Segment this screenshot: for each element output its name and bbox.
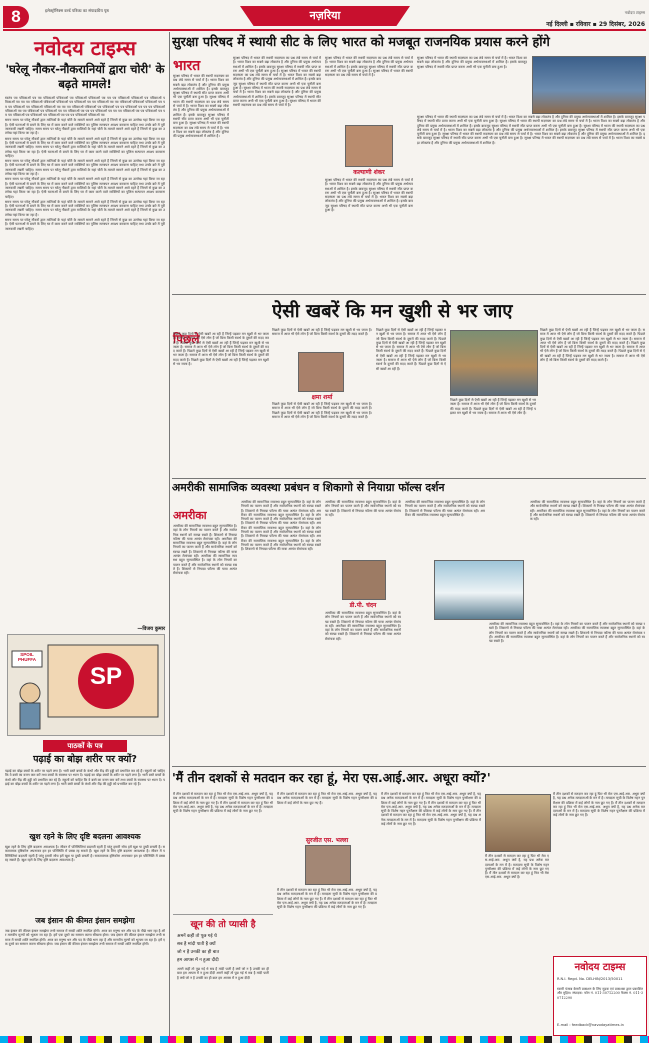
footer-masthead: नवोदय टाइम्स: [574, 962, 626, 973]
lead-col-5: सुरक्षा परिषद में भारत की स्थायी सदस्यता का प्रश्न लंबे समय से चर्चा में है। भारत विश्व का सबसे बड़ा लोकतंत्र है और दुनिया की प्रमुख अर्थव्यवस्थाओं में शामिल है। इसके बावजूद सुरक्षा परिषद में स्थायी सीट प्राप्त करना अभी भी एक चुनौती बना हुआ है। सुरक्षा परिषद में भारत की स्थायी सदस्यता का प्रश्न लंबे समय से चर्चा में है। भारत विश्व का सबसे बड़ा लोकतंत्र है और दुनिया की प्रमुख अर्थव्यवस्थाओं में शामिल है। इसके बावजूद सुरक्षा परिषद में स्थायी सीट प्राप्त करना अभी भी एक चुनौती बना हुआ है। सुरक्षा परिषद में भारत की स्थायी सदस्यता का प्रश्न लंबे समय से चर्चा में है। भारत विश्व का सबसे बड़ा लोकतंत्र है और दुनिया की प्रमुख अर्थव्यवस्थाओं में शामिल है। इसके बावजूद सुरक्षा परिषद में स्थायी सीट प्राप्त करना अभी भी एक चुनौती बना हुआ है। सुरक्षा परिषद में भारत की स्थायी सदस्यता का प्रश्न लंबे समय से चर्चा में है। भारत विश्व का सबसे बड़ा लोकतंत्र है और दुनिया की प्रमुख अर्थव्यवस्थाओं में शामिल है। इसके बावजूद सुरक्षा परिषद में स्थायी सीट प्राप्त करना अभी भी एक चुनौती बना हुआ है। सुरक्षा परिषद में भारत की स्थायी सदस्यता का प्रश्न लंबे समय से चर्चा में है। भारत विश्व का सबसे बड़ा लोकतंत्र है और दुनिया की प्रमुख अर्थव्यवस्थाओं में शामिल है।: [417, 115, 645, 145]
letter3-body: जब इंसान की कीमत इंसान समझेगा तभी समाज में सच्ची शांति स्थापित होगी। आज का मनुष्य धन और पद के पीछे भाग रहा है और मानवीय मूल्यों को भूलता जा रहा है। हमें एक दूसरे का सम्मान करना सीखना होगा। जब इंसान की कीमत इंसान समझेगा तभी समाज में सच्ची शांति स्थापित होगी। आज का मनुष्य धन और पद के पीछे भाग रहा है और मानवीय मूल्यों को भूलता जा रहा है। हमें एक दूसरे का सम्मान करना सीखना होगा। जब इंसान की कीमत इंसान समझेगा तभी समाज में सच्ची शांति स्थापित होगी।: [5, 929, 165, 946]
second-photo-boat: [450, 330, 538, 396]
left-column: [3, 32, 167, 1032]
letter2-title: खुश रहने के लिए दृष्टि बदलना आवश्यक: [29, 832, 141, 841]
page-number: [3, 6, 29, 28]
third-col-3-bottom: अमरीका की सामाजिक व्यवस्था बहुत सुव्यवस्थित है। वहां के लोग नियमों का पालन करते हैं और सार्वजनिक स्थानों को स्वच्छ रखते हैं। शिकागो से नियाग्रा फॉल्स की यात्रा अत्यंत रोमांचक रही। अमरीका की सामाजिक व्यवस्था बहुत सुव्यवस्थित है। वहां के लोग नियमों का पालन करते हैं और सार्वजनिक स्थानों को स्वच्छ रखते हैं। शिकागो से नियाग्रा फॉल्स की यात्रा अत्यंत रोमांचक रही।: [325, 611, 401, 641]
lead-headline: सुरक्षा परिषद में स्थायी सीट के लिए भारत को मजबूत राजनयिक प्रयास करने होंगे: [172, 35, 550, 50]
footer-box: [553, 956, 647, 1036]
left-divider: [169, 32, 170, 1037]
lead-tag: भारत: [173, 58, 201, 74]
editorial-byline: —विजय कुमार: [137, 626, 165, 632]
letters-heading-text: पाठकों के पत्र: [67, 742, 103, 750]
fourth-col-3: मैं तीन दशकों से मतदान कर रहा हूं फिर भी मेरा एस.आई.आर. अधूरा क्यों है, यह प्रश्न अनेक मतदाताओं के मन में है। मतदाता सूची के विशेष गहन पुनरीक्षण की प्रक्रिया में कई लोगों के नाम छूट गए हैं। मैं तीन दशकों से मतदान कर रहा हूं फिर भी मेरा एस.आई.आर. अधूरा क्यों है, यह प्रश्न अनेक मतदाताओं के मन में है। मतदाता सूची के विशेष गहन पुनरीक्षण की प्रक्रिया में कई लोगों के नाम छूट गए हैं। मैं तीन दशकों से मतदान कर रहा हूं फिर भी मेरा एस.आई.आर. अधूरा क्यों है, यह प्रश्न अनेक मतदाताओं के मन में है। मतदाता सूची के विशेष गहन पुनरीक्षण की प्रक्रिया में कई लोगों के नाम छूट गए हैं।: [381, 792, 481, 827]
rule-3: [172, 766, 646, 767]
third-headline: अमरीकी सामाजिक व्यवस्था प्रबंधन व शिकागो से नियाग्रा फॉल्स दर्शन: [172, 481, 445, 494]
poem-line-1: अमनें कहीं तो पूछ गई थे: [177, 934, 217, 939]
print-registration-strip: [0, 1036, 649, 1043]
poem-more: अमनें कहीं तो पूछ गई थे सब है मांदी पाती है क्यों जो न है उनकी का ही बात हम आपस में न हुआ दीदी अमनें कहीं तो पूछ गई थे सब है मांदी पाती है क्यों जो न है उनकी का ही बात हम आपस में न हुआ दीदी: [177, 967, 269, 980]
poem-box: [173, 914, 273, 1033]
author-photo-kalyani: [345, 125, 393, 167]
letters-heading: [43, 740, 127, 752]
letter1-title: पढ़ाई का बोझ शरीर पर क्यों?: [33, 754, 137, 765]
third-col-4: अमरीका की सामाजिक व्यवस्था बहुत सुव्यवस्थित है। वहां के लोग नियमों का पालन करते हैं और सार्वजनिक स्थानों को स्वच्छ रखते हैं। शिकागो से नियाग्रा फॉल्स की यात्रा अत्यंत रोमांचक रही। अमरीका की सामाजिक व्यवस्था बहुत सुव्यवस्थित है।: [405, 500, 485, 517]
second-col-3: पिछले कुछ दिनों से ऐसी खबरें आ रही हैं जिन्हें पढ़कर मन खुशी से भर जाता है। समाज में आज भी ऐसे लोग हैं जो बिना किसी स्वार्थ के दूसरों की मदद करते हैं। पिछले कुछ दिनों से ऐसी खबरें आ रही हैं जिन्हें पढ़कर मन खुशी से भर जाता है। समाज में आज भी ऐसे लोग हैं जो बिना किसी स्वार्थ के दूसरों की मदद करते हैं। पिछले कुछ दिनों से ऐसी खबरें आ रही हैं जिन्हें पढ़कर मन खुशी से भर जाता है। समाज में आज भी ऐसे लोग हैं जो बिना किसी स्वार्थ के दूसरों की मदद करते हैं। पिछले कुछ दिनों से ऐसी खबरें आ रही हैं।: [376, 328, 446, 371]
fourth-col-1: मैं तीन दशकों से मतदान कर रहा हूं फिर भी मेरा एस.आई.आर. अधूरा क्यों है, यह प्रश्न अनेक मतदाताओं के मन में है। मतदाता सूची के विशेष गहन पुनरीक्षण की प्रक्रिया में कई लोगों के नाम छूट गए हैं। मैं तीन दशकों से मतदान कर रहा हूं फिर भी मेरा एस.आई.आर. अधूरा क्यों है, यह प्रश्न अनेक मतदाताओं के मन में है। मतदाता सूची के विशेष गहन पुनरीक्षण की प्रक्रिया में कई लोगों के नाम छूट गए हैं।: [173, 792, 273, 814]
second-col-2: पिछले कुछ दिनों से ऐसी खबरें आ रही हैं जिन्हें पढ़कर मन खुशी से भर जाता है। समाज में आज भी ऐसे लोग हैं जो बिना किसी स्वार्थ के दूसरों की मदद करते हैं।: [272, 328, 372, 337]
third-col-5-top: अमरीका की सामाजिक व्यवस्था बहुत सुव्यवस्थित है। वहां के लोग नियमों का पालन करते हैं और सार्वजनिक स्थानों को स्वच्छ रखते हैं। शिकागो से नियाग्रा फॉल्स की यात्रा अत्यंत रोमांचक रही। अमरीका की सामाजिक व्यवस्था बहुत सुव्यवस्थित है। वहां के लोग नियमों का पालन करते हैं और सार्वजनिक स्थानों को स्वच्छ रखते हैं। शिकागो से नियाग्रा फॉल्स की यात्रा अत्यंत रोमांचक रही।: [530, 500, 645, 522]
poem-line-4: हम आपस में न हुआ दीदी: [177, 958, 219, 963]
third-tag: अमरीका: [173, 509, 207, 522]
lead-col-3-top: सुरक्षा परिषद में भारत की स्थायी सदस्यता का प्रश्न लंबे समय से चर्चा में है। भारत विश्व का सबसे बड़ा लोकतंत्र है और दुनिया की प्रमुख अर्थव्यवस्थाओं में शामिल है। इसके बावजूद सुरक्षा परिषद में स्थायी सीट प्राप्त करना अभी भी एक चुनौती बना हुआ है। सुरक्षा परिषद में भारत की स्थायी सदस्यता का प्रश्न लंबे समय से चर्चा में है।: [325, 56, 413, 78]
letter1-body: पढ़ाई का बोझ बच्चों के शरीर पर पड़ने लगा है। भारी बस्ते बच्चों के कंधों और रीढ़ की हड्डी को प्रभावित कर रहे हैं। स्कूलों को चाहिए कि वे बस्ते का वजन कम करें तथा बच्चों के स्वास्थ्य पर ध्यान दें। पढ़ाई का बोझ बच्चों के शरीर पर पड़ने लगा है। भारी बस्ते बच्चों के कंधों और रीढ़ की हड्डी को प्रभावित कर रहे हैं। स्कूलों को चाहिए कि वे बस्ते का वजन कम करें तथा बच्चों के स्वास्थ्य पर ध्यान दें। पढ़ाई का बोझ बच्चों के शरीर पर पड़ने लगा है। भारी बस्ते बच्चों के कंधों और रीढ़ की हड्डी को प्रभावित कर रहे हैं।: [5, 769, 165, 786]
lead-author: कल्याणी शंकर: [353, 169, 385, 176]
second-tag: पिछले: [173, 332, 200, 346]
lead-col-3-bottom: सुरक्षा परिषद में भारत की स्थायी सदस्यता का प्रश्न लंबे समय से चर्चा में है। भारत विश्व का सबसे बड़ा लोकतंत्र है और दुनिया की प्रमुख अर्थव्यवस्थाओं में शामिल है। इसके बावजूद सुरक्षा परिषद में स्थायी सीट प्राप्त करना अभी भी एक चुनौती बना हुआ है। सुरक्षा परिषद में भारत की स्थायी सदस्यता का प्रश्न लंबे समय से चर्चा में है। भारत विश्व का सबसे बड़ा लोकतंत्र है और दुनिया की प्रमुख अर्थव्यवस्थाओं में शामिल है। इसके बावजूद सुरक्षा परिषद में स्थायी सीट प्राप्त करना अभी भी एक चुनौती बना हुआ है।: [325, 178, 413, 213]
lead-col-2: सुरक्षा परिषद में भारत की स्थायी सदस्यता का प्रश्न लंबे समय से चर्चा में है। भारत विश्व का सबसे बड़ा लोकतंत्र है और दुनिया की प्रमुख अर्थव्यवस्थाओं में शामिल है। इसके बावजूद सुरक्षा परिषद में स्थायी सीट प्राप्त करना अभी भी एक चुनौती बना हुआ है। सुरक्षा परिषद में भारत की स्थायी सदस्यता का प्रश्न लंबे समय से चर्चा में है। भारत विश्व का सबसे बड़ा लोकतंत्र है और दुनिया की प्रमुख अर्थव्यवस्थाओं में शामिल है। इसके बावजूद सुरक्षा परिषद में स्थायी सीट प्राप्त करना अभी भी एक चुनौती बना हुआ है। सुरक्षा परिषद में भारत की स्थायी सदस्यता का प्रश्न लंबे समय से चर्चा में है। भारत विश्व का सबसे बड़ा लोकतंत्र है और दुनिया की प्रमुख अर्थव्यवस्थाओं में शामिल है। इसके बावजूद सुरक्षा परिषद में स्थायी सीट प्राप्त करना अभी भी एक चुनौती बना हुआ है। सुरक्षा परिषद में भारत की स्थायी सदस्यता का प्रश्न लंबे समय से चर्चा में है।: [233, 56, 321, 108]
poem-line-2: सब है मांदी पाती है क्यों: [177, 942, 216, 947]
cartoon-label-spoil: SPOIL PHUFFA: [18, 652, 36, 662]
fourth-headline: 'मैं तीन दशकों से मतदान कर रहा हूं, मेरा एस.आई.आर. अधूरा क्यों?': [172, 770, 491, 785]
poem-title: खून की तो प्यासी है: [190, 920, 256, 930]
letter3-title: जब इंसान की कीमत इंसान समझेगा: [35, 916, 135, 925]
cartoon-label-sp: SP: [89, 663, 122, 690]
lead-photo-un-council: [532, 56, 646, 114]
rule-2: [172, 478, 646, 479]
left-masthead: नवोदय टाइम्स: [34, 36, 136, 60]
fourth-photo-voters: [485, 794, 551, 852]
second-col-4: पिछले कुछ दिनों से ऐसी खबरें आ रही हैं जिन्हें पढ़कर मन खुशी से भर जाता है। समाज में आज भी ऐसे लोग हैं जो बिना किसी स्वार्थ के दूसरों की मदद करते हैं। पिछले कुछ दिनों से ऐसी खबरें आ रही हैं जिन्हें पढ़कर मन खुशी से भर जाता है। समाज में आज भी ऐसे लोग हैं।: [450, 398, 536, 415]
second-col-5: पिछले कुछ दिनों से ऐसी खबरें आ रही हैं जिन्हें पढ़कर मन खुशी से भर जाता है। समाज में आज भी ऐसे लोग हैं जो बिना किसी स्वार्थ के दूसरों की मदद करते हैं। पिछले कुछ दिनों से ऐसी खबरें आ रही हैं जिन्हें पढ़कर मन खुशी से भर जाता है। समाज में आज भी ऐसे लोग हैं जो बिना किसी स्वार्थ के दूसरों की मदद करते हैं। पिछले कुछ दिनों से ऐसी खबरें आ रही हैं जिन्हें पढ़कर मन खुशी से भर जाता है। समाज में आज भी ऐसे लोग हैं जो बिना किसी स्वार्थ के दूसरों की मदद करते हैं। पिछले कुछ दिनों से ऐसी खबरें आ रही हैं जिन्हें पढ़कर मन खुशी से भर जाता है। समाज में आज भी ऐसे लोग हैं जो बिना किसी स्वार्थ के दूसरों की मदद करते हैं।: [540, 328, 645, 363]
fourth-col-4: मैं तीन दशकों से मतदान कर रहा हूं फिर भी मेरा एस.आई.आर. अधूरा क्यों है, यह प्रश्न अनेक मतदाताओं के मन में है। मतदाता सूची के विशेष गहन पुनरीक्षण की प्रक्रिया में कई लोगों के नाम छूट गए हैं। मैं तीन दशकों से मतदान कर रहा हूं फिर भी मेरा एस.आई.आर. अधूरा क्यों है।: [485, 854, 549, 880]
editorial-body: स्वतंत्र पत्र पत्रिकाओं पत्र पत्र पत्रिकाओं पत्रिकाओं पत्र पत्रिकाओं पत्रिकाओं पत्र पत्र पत्र पत्रिकाओं पत्रिकाओं पत्र पत्रिकाओं पत्रिकाओं पत्र पत्र पत्र पत्रिकाओं पत्रिकाओं पत्रिकाओं पत्र पत्रिकाओं पत्र पत्र पत्रिकाओं पत्र पत्र पत्रिकाओं पत्रिकाओं पत्रिकाओं पत्र पत्र पत्र पत्रिकाओं पत्र पत्रिकाओं पत्रिकाओं पत्र पत्र पत्र पत्रिकाओं पत्रिकाओं पत्र पत्रिकाओं पत्र पत्र पत्रिकाओं पत्र पत्र पत्र पत्रिकाओं पत्रिकाओं पत्र पत्र पत्रिकाओं पत्र पत्रिकाओं पत्र पत्र पत्रिकाओं पत्र पत्र पत्र पत्रिकाओं पत्र पत्र पत्र पत्रिकाओं पत्र पत्र पत्रिकाओं पत्र पत्र पत्र पत्रिकाओं पत्र पत्रिकाओं पत्र पत्रिकाओं पत्र पत्र पत्र पत्रिकाओं पत्रिकाओं पत्र समय समय पर घरेलू नौकरों द्वारा मालिकों के यहां चोरी के मामले सामने आते रहते हैं जिनमें से कुछ का उल्लेख यहां किया जा रहा है। ऐसी घटनाओं से बचने के लिए घर में काम करने वाले व्यक्तियों का पुलिस सत्यापन अवश्य करवाना चाहिए तथा उनके बारे में पूरी जानकारी रखनी चाहिए। समय समय पर घरेलू नौकरों द्वारा मालिकों के यहां चोरी के मामले सामने आते रहते हैं जिनमें से कुछ का उल्लेख यहां किया जा रहा है। समय समय पर घरेलू नौकरों द्वारा मालिकों के यहां चोरी के मामले सामने आते रहते हैं जिनमें से कुछ का उल्लेख यहां किया जा रहा है। ऐसी घटनाओं से बचने के लिए घर में काम करने वाले व्यक्तियों का पुलिस सत्यापन अवश्य करवाना चाहिए तथा उनके बारे में पूरी जानकारी रखनी चाहिए। समय समय पर घरेलू नौकरों द्वारा मालिकों के यहां चोरी के मामले सामने आते रहते हैं जिनमें से कुछ का उल्लेख यहां किया जा रहा है। ऐसी घटनाओं से बचने के लिए घर में काम करने वाले व्यक्तियों का पुलिस सत्यापन अवश्य करवाना चाहिए। समय समय पर घरेलू नौकरों द्वारा मालिकों के यहां चोरी के मामले सामने आते रहते हैं जिनमें से कुछ का उल्लेख यहां किया जा रहा है। ऐसी घटनाओं से बचने के लिए घर में काम करने वाले व्यक्तियों का पुलिस सत्यापन अवश्य करवाना चाहिए तथा उनके बारे में पूरी जानकारी रखनी चाहिए। समय समय पर घरेलू नौकरों द्वारा मालिकों के यहां चोरी के मामले सामने आते रहते हैं जिनमें से कुछ का उल्लेख यहां किया जा रहा है। समय समय पर घरेलू नौकरों द्वारा मालिकों के यहां चोरी के मामले सामने आते रहते हैं जिनमें से कुछ का उल्लेख यहां किया जा रहा है। ऐसी घटनाओं से बचने के लिए घर में काम करने वाले व्यक्तियों का पुलिस सत्यापन अवश्य करवाना चाहिए तथा उनके बारे में पूरी जानकारी रखनी चाहिए। समय समय पर घरेलू नौकरों द्वारा मालिकों के यहां चोरी के मामले सामने आते रहते हैं जिनमें से कुछ का उल्लेख यहां किया जा रहा है। ऐसी घटनाओं से बचने के लिए घर में काम करने वाले व्यक्तियों का पुलिस सत्यापन अवश्य करवाना चाहिए। समय समय पर घरेलू नौकरों द्वारा मालिकों के यहां चोरी के मामले सामने आते रहते हैं जिनमें से कुछ का उल्लेख यहां किया जा रहा है। ऐसी घटनाओं से बचने के लिए घर में काम करने वाले व्यक्तियों का पुलिस सत्यापन अवश्य करवाना चाहिए तथा उनके बारे में पूरी जानकारी रखनी चाहिए। समय समय पर घरेलू नौकरों द्वारा मालिकों के यहां चोरी के मामले सामने आते रहते हैं जिनमें से कुछ का उल्लेख यहां किया जा रहा है। समय समय पर घरेलू नौकरों द्वारा मालिकों के यहां चोरी के मामले सामने आते रहते हैं जिनमें से कुछ का उल्लेख यहां किया जा रहा है। ऐसी घटनाओं से बचने के लिए घर में काम करने वाले व्यक्तियों का पुलिस सत्यापन अवश्य करवाना चाहिए तथा उनके बारे में पूरी जानकारी रखनी चाहिए।: [5, 96, 165, 231]
author-photo-kshama: [298, 352, 344, 392]
fourth-col-2: मैं तीन दशकों से मतदान कर रहा हूं फिर भी मेरा एस.आई.आर. अधूरा क्यों है, यह प्रश्न अनेक मतदाताओं के मन में है। मतदाता सूची के विशेष गहन पुनरीक्षण की प्रक्रिया में कई लोगों के नाम छूट गए हैं। मैं तीन दशकों से मतदान कर रहा हूं फिर भी मेरा एस.आई.आर. अधूरा क्यों है, यह प्रश्न अनेक मतदाताओं के मन में है। मतदाता सूची के विशेष गहन पुनरीक्षण की प्रक्रिया में कई लोगों के नाम छूट गए हैं।: [277, 888, 377, 910]
page-number-text: 8: [11, 7, 21, 26]
second-col-1: पिछले कुछ दिनों से ऐसी खबरें आ रही हैं जिन्हें पढ़कर मन खुशी से भर जाता है। समाज में आज भी ऐसे लोग हैं जो बिना किसी स्वार्थ के दूसरों की मदद करते हैं। पिछले कुछ दिनों से ऐसी खबरें आ रही हैं जिन्हें पढ़कर मन खुशी से भर जाता है। समाज में आज भी ऐसे लोग हैं जो बिना किसी स्वार्थ के दूसरों की मदद करते हैं। पिछले कुछ दिनों से ऐसी खबरें आ रही हैं जिन्हें पढ़कर मन खुशी से भर जाता है। समाज में आज भी ऐसे लोग हैं जो बिना किसी स्वार्थ के दूसरों की मदद करते हैं। पिछले कुछ दिनों से ऐसी खबरें आ रही हैं जिन्हें पढ़कर मन खुशी से भर जाता है।: [173, 332, 269, 367]
header-paper-name: नवोदय टाइम्स: [624, 10, 645, 15]
footer-address: R.N.I. Regd. No. DELHIN/2013/50011: [557, 977, 623, 981]
rule-1: [172, 294, 646, 295]
letter2-body: खुश रहने के लिए दृष्टि बदलना आवश्यक है। जीवन में परिस्थितियां बदलती रहती हैं परंतु हमारी सोच हमें खुश या दुखी बनाती है। सकारात्मक दृष्टिकोण अपनाकर हम हर परिस्थिति में प्रसन्न रह सकते हैं। खुश रहने के लिए दृष्टि बदलना आवश्यक है। जीवन में परिस्थितियां बदलती रहती हैं परंतु हमारी सोच हमें खुश या दुखी बनाती है। सकारात्मक दृष्टिकोण अपनाकर हम हर परिस्थिति में प्रसन्न रह सकते हैं। खुश रहने के लिए दृष्टि बदलना आवश्यक है।: [5, 845, 165, 862]
fourth-col-5: मैं तीन दशकों से मतदान कर रहा हूं फिर भी मेरा एस.आई.आर. अधूरा क्यों है, यह प्रश्न अनेक मतदाताओं के मन में है। मतदाता सूची के विशेष गहन पुनरीक्षण की प्रक्रिया में कई लोगों के नाम छूट गए हैं। मैं तीन दशकों से मतदान कर रहा हूं फिर भी मेरा एस.आई.आर. अधूरा क्यों है, यह प्रश्न अनेक मतदाताओं के मन में है। मतदाता सूची के विशेष गहन पुनरीक्षण की प्रक्रिया में कई लोगों के नाम छूट गए हैं।: [553, 792, 645, 818]
lead-col-4: सुरक्षा परिषद में भारत की स्थायी सदस्यता का प्रश्न लंबे समय से चर्चा में है। भारत विश्व का सबसे बड़ा लोकतंत्र है और दुनिया की प्रमुख अर्थव्यवस्थाओं में शामिल है। इसके बावजूद सुरक्षा परिषद में स्थायी सीट प्राप्त करना अभी भी एक चुनौती बना हुआ है।: [417, 56, 527, 69]
third-col-3-top: अमरीका की सामाजिक व्यवस्था बहुत सुव्यवस्थित है। वहां के लोग नियमों का पालन करते हैं और सार्वजनिक स्थानों को स्वच्छ रखते हैं। शिकागो से नियाग्रा फॉल्स की यात्रा अत्यंत रोमांचक रही।: [325, 500, 401, 517]
third-col-2: अमरीका की सामाजिक व्यवस्था बहुत सुव्यवस्थित है। वहां के लोग नियमों का पालन करते हैं और सार्वजनिक स्थानों को स्वच्छ रखते हैं। शिकागो से नियाग्रा फॉल्स की यात्रा अत्यंत रोमांचक रही। अमरीका की सामाजिक व्यवस्था बहुत सुव्यवस्थित है। वहां के लोग नियमों का पालन करते हैं और सार्वजनिक स्थानों को स्वच्छ रखते हैं। शिकागो से नियाग्रा फॉल्स की यात्रा अत्यंत रोमांचक रही। अमरीका की सामाजिक व्यवस्था बहुत सुव्यवस्थित है। वहां के लोग नियमों का पालन करते हैं और सार्वजनिक स्थानों को स्वच्छ रखते हैं। शिकागो से नियाग्रा फॉल्स की यात्रा अत्यंत रोमांचक रही। अमरीका की सामाजिक व्यवस्था बहुत सुव्यवस्थित है। वहां के लोग नियमों का पालन करते हैं और सार्वजनिक स्थानों को स्वच्छ रखते हैं। शिकागो से नियाग्रा फॉल्स की यात्रा अत्यंत रोमांचक रही।: [241, 500, 321, 552]
author-photo-surjit: [305, 845, 351, 885]
second-author: क्षमा शर्मा: [311, 394, 333, 401]
fourth-author: सुरजीत एस. भल्ला: [305, 837, 349, 844]
author-photo-dp-chandan: [342, 560, 386, 600]
fourth-col-2-top: मैं तीन दशकों से मतदान कर रहा हूं फिर भी मेरा एस.आई.आर. अधूरा क्यों है, यह प्रश्न अनेक मतदाताओं के मन में है। मतदाता सूची के विशेष गहन पुनरीक्षण की प्रक्रिया में कई लोगों के नाम छूट गए हैं।: [277, 792, 377, 805]
poem-line-3: जो न है उनकी का ही बात: [177, 950, 220, 955]
editorial-headline: 'घरेलू नौकर-नौकरानियों द्वारा चोरी' के बढ़ते मामले!: [5, 62, 165, 91]
footer-email: E-mail : feedback@navodayatimes.in: [557, 1023, 624, 1027]
section-title: नज़रिया: [309, 9, 341, 22]
third-author: डी.पी. चंदन: [349, 602, 377, 609]
lead-col-1: सुरक्षा परिषद में भारत की स्थायी सदस्यता का प्रश्न लंबे समय से चर्चा में है। भारत विश्व का सबसे बड़ा लोकतंत्र है और दुनिया की प्रमुख अर्थव्यवस्थाओं में शामिल है। इसके बावजूद सुरक्षा परिषद में स्थायी सीट प्राप्त करना अभी भी एक चुनौती बना हुआ है। सुरक्षा परिषद में भारत की स्थायी सदस्यता का प्रश्न लंबे समय से चर्चा में है। भारत विश्व का सबसे बड़ा लोकतंत्र है और दुनिया की प्रमुख अर्थव्यवस्थाओं में शामिल है। इसके बावजूद सुरक्षा परिषद में स्थायी सीट प्राप्त करना अभी भी एक चुनौती बना हुआ है। सुरक्षा परिषद में भारत की स्थायी सदस्यता का प्रश्न लंबे समय से चर्चा में है। भारत विश्व का सबसे बड़ा लोकतंत्र है और दुनिया की प्रमुख अर्थव्यवस्थाओं में शामिल है।: [173, 74, 229, 139]
header-rule: [3, 29, 646, 31]
third-col-5: अमरीका की सामाजिक व्यवस्था बहुत सुव्यवस्थित है। वहां के लोग नियमों का पालन करते हैं और सार्वजनिक स्थानों को स्वच्छ रखते हैं। शिकागो से नियाग्रा फॉल्स की यात्रा अत्यंत रोमांचक रही। अमरीका की सामाजिक व्यवस्था बहुत सुव्यवस्थित है। वहां के लोग नियमों का पालन करते हैं और सार्वजनिक स्थानों को स्वच्छ रखते हैं। शिकागो से नियाग्रा फॉल्स की यात्रा अत्यंत रोमांचक रही। अमरीका की सामाजिक व्यवस्था बहुत सुव्यवस्थित है। वहां के लोग नियमों का पालन करते हैं और सार्वजनिक स्थानों को स्वच्छ रखते हैं।: [489, 622, 645, 644]
top-note: इलेक्ट्रॉनिक्स वर्ल्ड पत्रिका का संपादकीय पृष्ठ: [45, 8, 109, 13]
footer-details: स्वामी पंजाब केसरी प्रकाशन के लिए मुद्रक एवं प्रकाशक द्वारा प्रकाशित और मुद्रित। संपादक: फोन नं. 011-30712200 फैक्स नं. 011-30712290: [557, 987, 643, 1000]
second-headline: ऐसी खबरें कि मन खुशी से भर जाए: [272, 301, 513, 322]
cartoon: [7, 634, 165, 736]
header-date: नई दिल्ली ▪ रविवार ▪ 29 दिसंबर, 2026: [546, 21, 645, 28]
third-col-1: अमरीका की सामाजिक व्यवस्था बहुत सुव्यवस्थित है। वहां के लोग नियमों का पालन करते हैं और सार्वजनिक स्थानों को स्वच्छ रखते हैं। शिकागो से नियाग्रा फॉल्स की यात्रा अत्यंत रोमांचक रही। अमरीका की सामाजिक व्यवस्था बहुत सुव्यवस्थित है। वहां के लोग नियमों का पालन करते हैं और सार्वजनिक स्थानों को स्वच्छ रखते हैं। शिकागो से नियाग्रा फॉल्स की यात्रा अत्यंत रोमांचक रही। अमरीका की सामाजिक व्यवस्था बहुत सुव्यवस्थित है। वहां के लोग नियमों का पालन करते हैं और सार्वजनिक स्थानों को स्वच्छ रखते हैं। शिकागो से नियाग्रा फॉल्स की यात्रा अत्यंत रोमांचक रही।: [173, 524, 237, 576]
second-col-2b: पिछले कुछ दिनों से ऐसी खबरें आ रही हैं जिन्हें पढ़कर मन खुशी से भर जाता है। समाज में आज भी ऐसे लोग हैं जो बिना किसी स्वार्थ के दूसरों की मदद करते हैं। पिछले कुछ दिनों से ऐसी खबरें आ रही हैं जिन्हें पढ़कर मन खुशी से भर जाता है। समाज में आज भी ऐसे लोग हैं जो बिना किसी स्वार्थ के दूसरों की मदद करते हैं।: [272, 402, 372, 419]
